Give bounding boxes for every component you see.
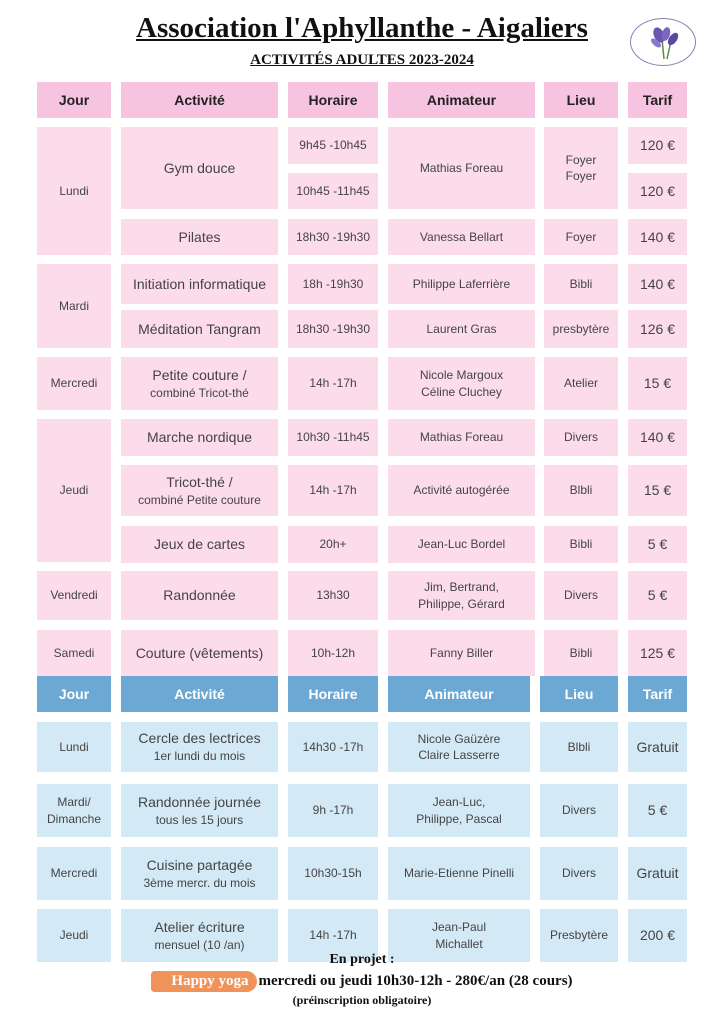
schedule-cell [288, 784, 378, 837]
price-cell-text: 120 € [639, 182, 676, 199]
header-lieu [544, 82, 618, 118]
instructor-cell-text: Philippe Laferrière [412, 276, 511, 291]
instructor-cell-text: Mathias Foreau [419, 160, 504, 175]
instructor-cell [388, 465, 535, 516]
location-cell-text: Bibli [569, 276, 593, 291]
location-cell-text: Bibli [569, 645, 593, 660]
location-cell [544, 310, 618, 348]
schedule-cell [288, 310, 378, 348]
location-cell-text: Foyer [565, 229, 597, 244]
schedule-cell [288, 357, 378, 410]
schedule-cell-text: 10h30-15h [304, 866, 362, 881]
day-cell [37, 630, 111, 676]
day-cell-text: Vendredi [50, 588, 98, 603]
price-cell-text: 5 € [647, 802, 668, 819]
day-cell [37, 357, 111, 410]
activity-cell [121, 357, 278, 410]
activity-cell-text: combiné Petite couture [138, 492, 261, 507]
instructor-cell-text: Activité autogérée [413, 483, 510, 498]
footer-yoga-schedule: mercredi ou jeudi 10h30-12h - 280€/an (28 cours) [258, 973, 573, 989]
activity-cell [121, 264, 278, 304]
location-cell [544, 465, 618, 516]
schedule-cell-text: 14h -17h [309, 483, 357, 498]
instructor-cell-text: Jim, Bertrand, [424, 580, 499, 595]
activity-cell-text: Jeux de cartes [153, 536, 246, 553]
activity-cell [121, 419, 278, 456]
schedule-cell [288, 127, 378, 164]
price-cell [628, 419, 687, 456]
price-cell-text: 140 € [639, 228, 676, 245]
activity-cell [121, 847, 278, 900]
schedule-cell [288, 219, 378, 255]
activity-cell-text: Couture (vêtements) [135, 644, 264, 661]
instructor-cell-text: Céline Cluchey [421, 384, 502, 399]
activity-cell-text: combiné Tricot-thé [150, 385, 249, 400]
happy-yoga-tag: Happy yoga [151, 971, 256, 992]
location-cell [544, 264, 618, 304]
schedule-cell-text: 10h-12h [310, 645, 356, 660]
activity-cell [121, 571, 278, 620]
activity-cell-text: 3ème mercr. du mois [143, 875, 256, 890]
header-lieu-text: Lieu [564, 685, 594, 702]
header-activite-text: Activité [174, 685, 225, 702]
header-animateur-text: Animateur [426, 91, 497, 108]
schedule-cell [288, 722, 378, 772]
instructor-cell [388, 571, 535, 620]
schedule-cell-text: 18h30 -19h30 [295, 321, 371, 336]
location-cell [544, 127, 618, 209]
schedule-cell [288, 173, 378, 209]
day-cell [37, 419, 111, 562]
schedule-cell-text: 10h30 -11h45 [296, 430, 370, 445]
instructor-cell-text: Philippe, Gérard [418, 596, 505, 611]
location-cell [544, 630, 618, 676]
location-cell [544, 571, 618, 620]
schedule-cell-text: 20h+ [319, 537, 347, 552]
header-lieu [540, 676, 618, 712]
schedule-cell-text: 9h45 -10h45 [299, 138, 367, 153]
price-cell [628, 784, 687, 837]
header-jour [37, 82, 111, 118]
price-cell [628, 219, 687, 255]
instructor-cell-text: Vanessa Bellart [419, 229, 504, 244]
day-cell [37, 722, 111, 772]
schedule-cell-text: 13h30 [316, 588, 350, 603]
price-cell [628, 630, 687, 676]
activity-cell-text: Pilates [178, 228, 221, 245]
instructor-cell-text: Mathias Foreau [419, 430, 504, 445]
location-cell [540, 722, 618, 772]
location-cell-text: Blbli [567, 739, 591, 754]
instructor-cell-text: Nicole Gaüzère [417, 731, 501, 746]
day-cell [37, 127, 111, 255]
activity-cell [121, 310, 278, 348]
instructor-cell [388, 847, 530, 900]
activity-cell-text: Marche nordique [146, 429, 253, 446]
header-tarif [628, 82, 687, 118]
instructor-cell [388, 784, 530, 837]
day-cell [37, 264, 111, 348]
price-cell [628, 465, 687, 516]
page-subtitle: ACTIVITÉS ADULTES 2023-2024 [250, 52, 474, 68]
activity-cell-text: Tricot-thé / [166, 473, 233, 490]
instructor-cell-text: Marie-Etienne Pinelli [403, 866, 515, 881]
day-cell-text: Mercredi [50, 866, 98, 881]
price-cell [628, 310, 687, 348]
day-cell [37, 784, 111, 837]
location-cell-text: Divers [561, 803, 596, 818]
header-tarif [628, 676, 687, 712]
header-jour [37, 676, 111, 712]
instructor-cell [388, 264, 535, 304]
price-cell [628, 127, 687, 164]
header-jour-text: Jour [58, 685, 90, 702]
location-cell-text: Foyer [565, 152, 597, 167]
location-cell [540, 847, 618, 900]
location-cell-text: Divers [563, 430, 598, 445]
price-cell-text: 200 € [639, 927, 676, 944]
price-cell [628, 722, 687, 772]
schedule-cell [288, 630, 378, 676]
price-cell [628, 357, 687, 410]
activity-cell-text: Cuisine partagée [146, 856, 253, 873]
schedule-cell [288, 419, 378, 456]
instructor-cell-text: Jean-Paul [431, 920, 487, 935]
location-cell-text: Divers [561, 866, 596, 881]
activity-cell [121, 784, 278, 837]
activity-cell-text: Méditation Tangram [138, 320, 261, 337]
instructor-cell [388, 630, 535, 676]
instructor-cell [388, 419, 535, 456]
price-cell-text: Gratuit [636, 865, 679, 882]
header-horaire [288, 82, 378, 118]
day-cell-text: Dimanche [46, 811, 102, 826]
activity-cell [121, 127, 278, 209]
activity-cell-text: 1er lundi du mois [153, 749, 246, 764]
price-cell-text: 126 € [639, 320, 676, 337]
activity-cell [121, 630, 278, 676]
day-cell-text: Samedi [53, 645, 95, 660]
activity-cell-text: Initiation informatique [132, 275, 267, 292]
schedule-cell-text: 10h45 -11h45 [296, 183, 370, 198]
location-cell [544, 219, 618, 255]
instructor-cell [388, 310, 535, 348]
price-cell-text: 5 € [647, 536, 668, 553]
schedule-cell-text: 18h -19h30 [302, 276, 364, 291]
activity-cell-text: tous les 15 jours [155, 812, 244, 827]
instructor-cell-text: Nicole Margoux [419, 368, 504, 383]
day-cell-text: Jeudi [59, 928, 89, 943]
header-horaire-text: Horaire [308, 685, 358, 702]
price-cell [628, 173, 687, 209]
header-jour-text: Jour [58, 91, 90, 108]
instructor-cell-text: Laurent Gras [426, 321, 497, 336]
page-title: Association l'Aphyllanthe - Aigaliers [136, 12, 588, 44]
price-cell-text: 5 € [647, 587, 668, 604]
location-cell-text: Bibli [569, 537, 593, 552]
day-cell-text: Lundi [59, 183, 89, 198]
instructor-cell [388, 127, 535, 209]
header-activite-text: Activité [174, 91, 225, 108]
activity-cell-text: Randonnée journée [138, 793, 261, 810]
location-cell-text: presbytère [552, 321, 610, 336]
instructor-cell [388, 357, 535, 410]
day-cell-text: Mardi/ [57, 795, 91, 810]
footer-note: (préinscription obligatoire) [292, 993, 432, 1007]
header-tarif-text: Tarif [642, 91, 673, 108]
location-cell [544, 526, 618, 563]
location-cell [540, 784, 618, 837]
activity-cell-text: Atelier écriture [154, 918, 245, 935]
activity-cell [121, 722, 278, 772]
day-cell [37, 847, 111, 900]
instructor-cell [388, 526, 535, 563]
location-cell-text: Atelier [563, 376, 598, 391]
instructor-cell-text: Philippe, Pascal [416, 811, 502, 826]
price-cell-text: 125 € [639, 644, 676, 661]
schedule-cell [288, 847, 378, 900]
activity-cell [121, 465, 278, 516]
instructor-cell-text: Jean-Luc Bordel [417, 537, 506, 552]
activity-cell [121, 219, 278, 255]
footer-project-label: En projet : [329, 952, 395, 967]
schedule-cell [288, 571, 378, 620]
day-cell-text: Jeudi [59, 483, 89, 498]
footer-project-details [0, 971, 724, 992]
schedule-cell-text: 18h30 -19h30 [295, 229, 371, 244]
price-cell-text: 15 € [643, 482, 672, 499]
schedule-cell-text: 14h30 -17h [302, 739, 364, 754]
day-cell [37, 571, 111, 620]
instructor-cell-text: Michallet [435, 936, 483, 951]
instructor-cell [388, 722, 530, 772]
location-cell-text: Blbli [569, 483, 593, 498]
price-cell [628, 847, 687, 900]
activity-cell-text: Cercle des lectrices [138, 730, 261, 747]
schedule-cell-text: 14h -17h [309, 928, 357, 943]
header-horaire-text: Horaire [308, 91, 358, 108]
price-cell [628, 526, 687, 563]
activity-cell [121, 526, 278, 563]
location-cell [544, 419, 618, 456]
location-cell-text: Divers [563, 588, 598, 603]
header-animateur [388, 82, 535, 118]
price-cell [628, 264, 687, 304]
instructor-cell [388, 219, 535, 255]
activity-cell-text: Randonnée [163, 587, 236, 604]
price-cell-text: 140 € [639, 275, 676, 292]
header-horaire [288, 676, 378, 712]
instructor-cell-text: Fanny Biller [429, 645, 494, 660]
day-cell-text: Lundi [59, 739, 89, 754]
header-animateur [388, 676, 530, 712]
location-cell [544, 357, 618, 410]
header-animateur-text: Animateur [424, 685, 494, 702]
header-activite [121, 676, 278, 712]
instructor-cell-text: Jean-Luc, [432, 795, 486, 810]
day-cell-text: Mercredi [50, 376, 98, 391]
iris-flower-icon [630, 18, 696, 66]
schedule-cell-text: 9h -17h [312, 803, 354, 818]
price-cell-text: 120 € [639, 137, 676, 154]
day-cell-text: Mardi [58, 298, 89, 313]
schedule-cell [288, 264, 378, 304]
header-lieu-text: Lieu [566, 91, 596, 108]
price-cell-text: Gratuit [636, 738, 679, 755]
instructor-cell-text: Claire Lasserre [418, 748, 500, 762]
schedule-cell [288, 526, 378, 563]
price-cell-text: 15 € [643, 375, 672, 392]
activity-cell-text: Gym douce [163, 159, 236, 176]
schedule-cell [288, 465, 378, 516]
price-cell [628, 571, 687, 620]
header-tarif-text: Tarif [642, 685, 673, 702]
location-cell-text: Foyer [565, 169, 597, 183]
activity-cell-text: mensuel (10 /an) [154, 937, 245, 952]
activity-cell-text: Petite couture / [152, 366, 247, 383]
price-cell-text: 140 € [639, 429, 676, 446]
schedule-cell-text: 14h -17h [309, 376, 357, 391]
header-activite [121, 82, 278, 118]
location-cell-text: Presbytère [549, 928, 609, 943]
